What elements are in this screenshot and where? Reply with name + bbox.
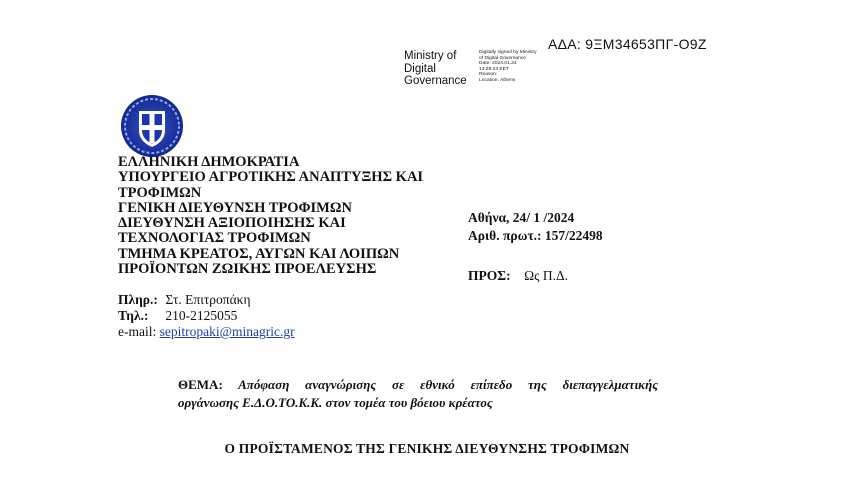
- contact-person-value: Στ. Επιτροπάκη: [165, 292, 251, 307]
- greek-state-emblem-icon: [120, 94, 184, 158]
- header-line: ΥΠΟΥΡΓΕΙΟ ΑΓΡΟΤΙΚΗΣ ΑΝΑΠΤΥΞΗΣ ΚΑΙ: [118, 169, 424, 186]
- issuing-authority-header: [118, 155, 423, 277]
- signature-org-line: Digital: [404, 62, 436, 75]
- document-reference: [468, 209, 603, 244]
- signature-detail-line: Location: Athens: [479, 77, 516, 83]
- header-line: ΤΕΧΝΟΛΟΓΙΑΣ ΤΡΟΦΙΜΩΝ: [118, 230, 311, 247]
- ada-code: ΑΔΑ: 9ΞΜ34653ΠΓ-Ο9Ζ: [548, 36, 707, 52]
- document-date: Αθήνα, 24/ 1 /2024: [468, 210, 575, 225]
- subject-line: οργάνωσης Ε.Δ.Ο.ΤΟ.Κ.Κ. στον τομέα του βόειου κρέατος: [178, 394, 493, 410]
- header-line: ΤΡΟΦΙΜΩΝ: [118, 184, 202, 201]
- contact-details: [118, 292, 295, 340]
- recipient: [468, 268, 568, 284]
- signature-detail-line: of Digital Governance: [479, 55, 527, 61]
- email-link[interactable]: sepitropaki@minagric.gr: [159, 324, 295, 339]
- phone-row: [118, 308, 295, 324]
- header-line: ΕΛΛΗΝΙΚΗ ΔΗΜΟΚΡΑΤΙΑ: [118, 154, 300, 170]
- signature-detail-line: Date: 2024.01.24: [479, 61, 517, 67]
- digital-signature-org: [404, 50, 479, 88]
- subject-block: [178, 376, 658, 411]
- protocol-number: Αριθ. πρωτ.: 157/22498: [468, 227, 603, 243]
- signature-org-line: Ministry of: [404, 50, 457, 62]
- recipient-value: Ως Π.Δ.: [524, 268, 569, 283]
- header-line: ΤΜΗΜΑ ΚΡΕΑΤΟΣ, ΑΥΓΩΝ ΚΑΙ ΛΟΙΠΩΝ: [118, 245, 400, 262]
- header-line: ΠΡΟΪΟΝΤΩΝ ΖΩΙΚΗΣ ΠΡΟΕΛΕΥΣΗΣ: [118, 261, 377, 278]
- digital-signature-details: [479, 50, 537, 84]
- subject-line: Απόφαση αναγνώρισης σε εθνικό επίπεδο της διεπαγγελματικής: [238, 377, 658, 392]
- contact-person-label: Πληρ.:: [118, 292, 158, 307]
- email-row: [118, 324, 295, 340]
- signature-detail-line: Digitally signed by Ministry: [479, 50, 537, 55]
- decision-title: Ο ΠΡΟΪΣΤΑΜΕΝΟΣ ΤΗΣ ΓΕΝΙΚΗΣ ΔΙΕΥΘΥΝΣΗΣ ΤΡΟΦΙΜΩΝ: [224, 441, 630, 456]
- header-line: ΔΙΕΥΘΥΝΣΗ ΑΞΙΟΠΟΙΗΣΗΣ ΚΑΙ: [118, 215, 346, 232]
- signature-detail-line: 13:29:23 EET: [479, 66, 509, 72]
- phone-value: 210-2125055: [165, 308, 238, 323]
- signature-org-line: Governance: [404, 75, 467, 87]
- signature-detail-line: Reason:: [479, 72, 498, 78]
- contact-person-row: [118, 292, 295, 308]
- email-label: e-mail:: [118, 324, 157, 339]
- recipient-label: ΠΡΟΣ:: [468, 268, 511, 283]
- header-line: ΓΕΝΙΚΗ ΔΙΕΥΘΥΝΣΗ ΤΡΟΦΙΜΩΝ: [118, 199, 352, 216]
- subject-label: ΘΕΜΑ:: [178, 377, 223, 392]
- phone-label: Τηλ.:: [118, 308, 149, 323]
